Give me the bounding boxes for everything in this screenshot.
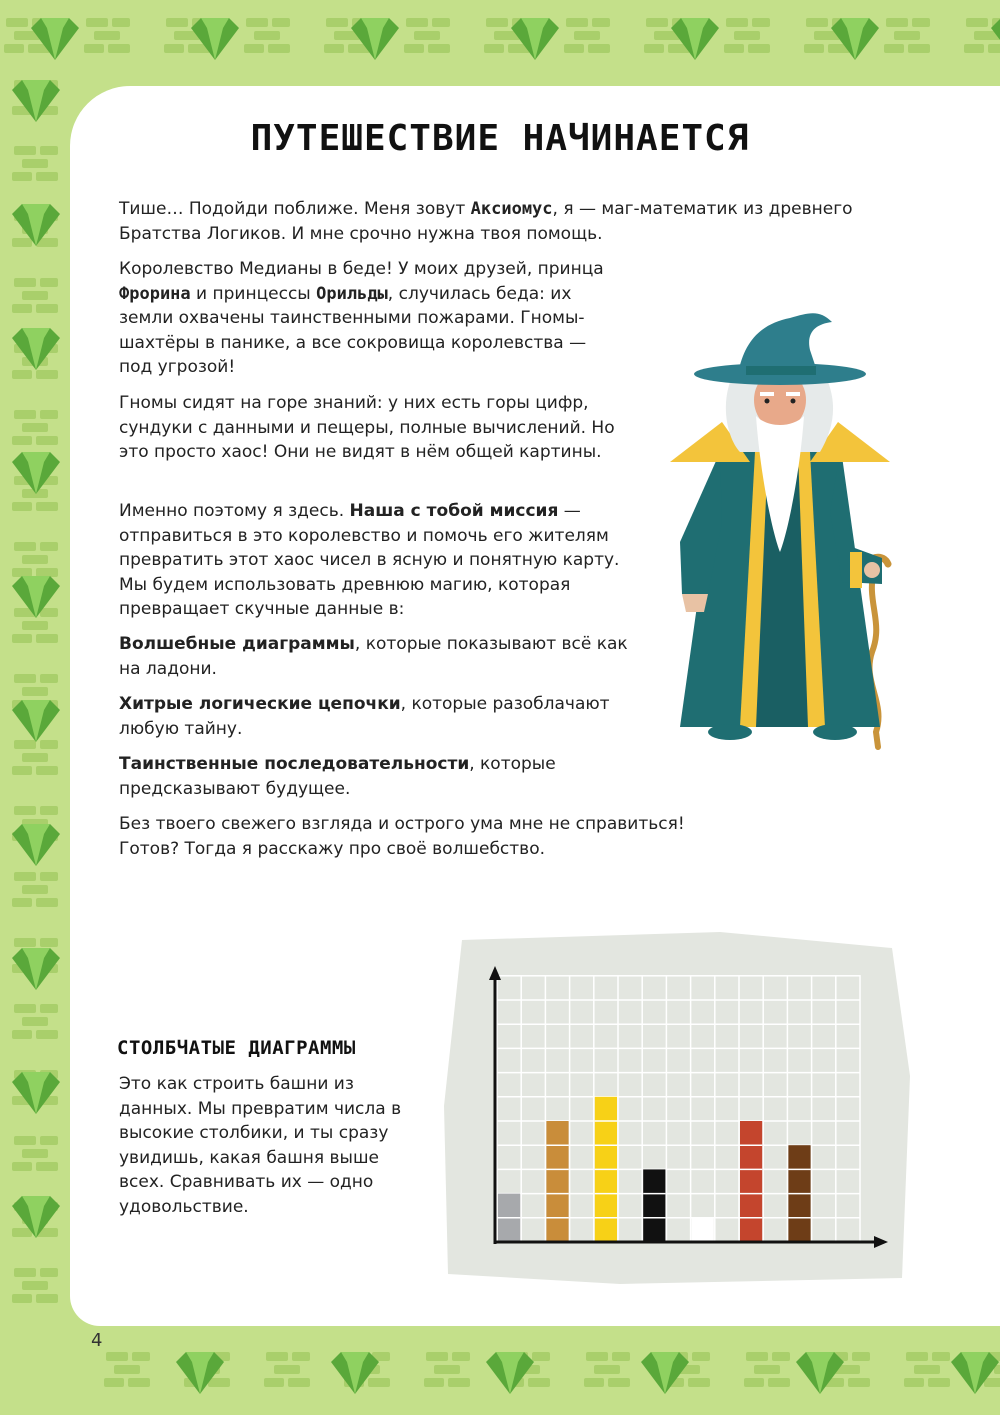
border-brick — [984, 1378, 1000, 1387]
border-brick — [22, 1281, 48, 1290]
page-number: 4 — [91, 1330, 103, 1351]
border-brick — [36, 766, 58, 775]
border-brick — [254, 31, 280, 40]
bar-chart-heading: СТОЛБЧАТЫЕ ДИАГРАММЫ — [117, 1037, 356, 1059]
border-brick — [428, 44, 450, 53]
border-brick — [452, 1352, 470, 1361]
bar-2 — [546, 1121, 568, 1242]
border-brick — [886, 18, 908, 27]
border-brick — [14, 1268, 36, 1277]
border-brick — [22, 291, 48, 300]
border-brick — [12, 502, 32, 511]
border-brick — [36, 304, 58, 313]
bar-3 — [595, 1097, 617, 1242]
border-brick — [752, 18, 770, 27]
border-brick — [22, 621, 48, 630]
border-brick — [84, 44, 104, 53]
page-title: ПУТЕШЕСТВИЕ НАЧИНАЕТСЯ — [250, 118, 750, 159]
border-brick — [528, 1378, 550, 1387]
border-brick — [12, 436, 32, 445]
border-brick — [768, 1378, 790, 1387]
border-brick — [12, 370, 32, 379]
border-brick — [14, 938, 36, 947]
border-brick — [426, 1352, 448, 1361]
border-brick — [40, 608, 58, 617]
border-brick — [966, 18, 988, 27]
border-brick — [12, 568, 32, 577]
border-brick — [36, 634, 58, 643]
border-brick — [594, 1365, 620, 1374]
border-brick — [36, 436, 58, 445]
border-brick — [106, 1352, 128, 1361]
bar-fill — [546, 1121, 568, 1242]
border-brick — [644, 44, 664, 53]
border-brick — [22, 159, 48, 168]
border-brick — [912, 18, 930, 27]
border-brick — [804, 44, 824, 53]
border-brick — [448, 1378, 470, 1387]
border-brick — [104, 1378, 124, 1387]
border-brick — [292, 1352, 310, 1361]
border-brick — [906, 1352, 928, 1361]
border-brick — [806, 18, 828, 27]
border-brick — [164, 44, 184, 53]
border-brick — [746, 1352, 768, 1361]
border-brick — [36, 898, 58, 907]
border-brick — [246, 18, 268, 27]
border-brick — [748, 44, 770, 53]
border-brick — [754, 1365, 780, 1374]
border-brick — [646, 18, 668, 27]
border-brick — [36, 502, 58, 511]
border-brick — [40, 278, 58, 287]
border-brick — [40, 1136, 58, 1145]
border-brick — [112, 18, 130, 27]
border-brick — [726, 18, 748, 27]
bar-chart — [440, 926, 915, 1286]
border-brick — [424, 1378, 444, 1387]
border-brick — [22, 1149, 48, 1158]
border-brick — [744, 1378, 764, 1387]
border-brick — [12, 172, 32, 181]
intro-paragraph-4: Именно поэтому я здесь. Наша с тобой миссия — отправиться в это королевство и помочь его жителям превратить этот хаос чисел в ясную и понятную карту. Мы будем использовать древнюю магию, которая превращает скучные данные в: — [119, 501, 620, 619]
border-brick — [36, 1030, 58, 1039]
border-brick — [12, 304, 32, 313]
intro-paragraph-2: Королевство Медианы в беде! У моих друзей, принца Фрорина и принцессы Орильды, случилась беда: их земли охвачены таинственными пожарами. Гномы-шахтёры в панике, а все сокровища королевства — под угрозой! — [119, 259, 604, 377]
border-brick — [588, 44, 610, 53]
border-brick — [40, 872, 58, 881]
bar-5 — [692, 1218, 714, 1242]
border-brick — [724, 44, 744, 53]
bar-7 — [788, 1145, 810, 1242]
border-brick — [14, 278, 36, 287]
border-brick — [848, 1378, 870, 1387]
intro-paragraph-1: Тише… Подойди поближе. Меня зовут Аксиомус, я — маг-математик из древнего Братства Логиков. И мне срочно нужна твоя помощь. — [119, 199, 853, 244]
border-brick — [40, 674, 58, 683]
border-brick — [166, 18, 188, 27]
border-brick — [108, 44, 130, 53]
border-brick — [22, 1017, 48, 1026]
bar-fill — [643, 1169, 665, 1242]
border-brick — [14, 872, 36, 881]
border-brick — [532, 1352, 550, 1361]
bar-fill — [692, 1218, 714, 1242]
border-brick — [592, 18, 610, 27]
princess-name: Орильды — [316, 283, 388, 304]
border-brick — [434, 1365, 460, 1374]
border-brick — [132, 1352, 150, 1361]
border-brick — [574, 31, 600, 40]
border-brick — [274, 1365, 300, 1374]
border-brick — [14, 674, 36, 683]
bar-fill — [740, 1121, 762, 1242]
border-brick — [14, 740, 36, 749]
border-brick — [406, 18, 428, 27]
border-brick — [772, 1352, 790, 1361]
bar-chart-description: Это как строить башни из данных. Мы превратим числа в высокие столбики, и ты сразу увидишь, какая башня выше всех. Сравнивать их — одно удовольствие. — [119, 1074, 402, 1217]
bar-6 — [740, 1121, 762, 1242]
border-brick — [22, 687, 48, 696]
border-brick — [12, 1294, 32, 1303]
border-brick — [484, 44, 504, 53]
border-brick — [988, 44, 1000, 53]
border-brick — [14, 542, 36, 551]
border-brick — [584, 1378, 604, 1387]
border-brick — [208, 1378, 230, 1387]
border-brick — [564, 44, 584, 53]
magic-item-diagrams: Волшебные диаграммы, которые показывают всё как на ладони. — [119, 634, 628, 679]
border-brick — [86, 18, 108, 27]
border-brick — [852, 1352, 870, 1361]
magic-item-logic: Хитрые логические цепочки, которые разоблачают любую тайну. — [119, 694, 610, 739]
border-brick — [12, 1162, 32, 1171]
border-brick — [36, 1162, 58, 1171]
wizard-name: Аксиомус — [470, 199, 553, 219]
border-brick — [894, 31, 920, 40]
border-brick — [612, 1352, 630, 1361]
border-brick — [566, 18, 588, 27]
border-brick — [36, 1294, 58, 1303]
prince-name: Фрорина — [119, 283, 191, 304]
border-brick — [884, 44, 904, 53]
border-brick — [904, 1378, 924, 1387]
border-brick — [12, 1030, 32, 1039]
border-brick — [22, 753, 48, 762]
border-brick — [244, 44, 264, 53]
border-brick — [14, 1004, 36, 1013]
border-brick — [14, 1136, 36, 1145]
border-brick — [40, 1004, 58, 1013]
border-brick — [40, 938, 58, 947]
border-brick — [486, 18, 508, 27]
border-brick — [14, 806, 36, 815]
intro-paragraph-3: Гномы сидят на горе знаний: у них есть горы цифр, сундуки с данными и пещеры, полные вычислений. Но это просто хаос! Они не видят в нём общей картины. — [119, 393, 615, 462]
wizard-illustration — [660, 312, 900, 752]
border-brick — [586, 1352, 608, 1361]
border-brick — [36, 568, 58, 577]
border-brick — [94, 31, 120, 40]
border-brick — [368, 1378, 390, 1387]
intro-paragraph-closing: Без твоего свежего взгляда и острого ума мне не справиться! Готов? Тогда я расскажу про своё волшебство. — [119, 814, 685, 859]
border-brick — [36, 172, 58, 181]
border-brick — [36, 370, 58, 379]
border-brick — [40, 740, 58, 749]
border-brick — [692, 1352, 710, 1361]
border-brick — [272, 18, 290, 27]
magic-item-sequences: Таинственные последовательности, которые предсказывают будущее. — [119, 754, 556, 799]
border-brick — [40, 1268, 58, 1277]
border-brick — [40, 410, 58, 419]
mission-highlight: Наша с тобой миссия — [349, 501, 559, 521]
border-brick — [22, 555, 48, 564]
border-brick — [22, 885, 48, 894]
border-brick — [264, 1378, 284, 1387]
border-brick — [928, 1378, 950, 1387]
border-brick — [414, 31, 440, 40]
border-brick — [12, 898, 32, 907]
border-brick — [288, 1378, 310, 1387]
border-brick — [734, 31, 760, 40]
border-brick — [268, 44, 290, 53]
border-brick — [22, 423, 48, 432]
border-brick — [12, 1228, 32, 1237]
border-brick — [608, 1378, 630, 1387]
border-brick — [14, 410, 36, 419]
border-brick — [324, 44, 344, 53]
border-brick — [688, 1378, 710, 1387]
border-brick — [40, 542, 58, 551]
border-brick — [266, 1352, 288, 1361]
border-brick — [114, 1365, 140, 1374]
bar-1 — [498, 1194, 520, 1242]
border-brick — [914, 1365, 940, 1374]
border-brick — [4, 44, 24, 53]
border-brick — [12, 634, 32, 643]
border-brick — [964, 44, 984, 53]
border-brick — [932, 1352, 950, 1361]
border-brick — [326, 18, 348, 27]
border-brick — [432, 18, 450, 27]
bar-4 — [643, 1169, 665, 1242]
border-brick — [12, 766, 32, 775]
border-brick — [6, 18, 28, 27]
border-brick — [128, 1378, 150, 1387]
border-brick — [908, 44, 930, 53]
border-brick — [404, 44, 424, 53]
border-brick — [12, 238, 32, 247]
border-brick — [40, 806, 58, 815]
